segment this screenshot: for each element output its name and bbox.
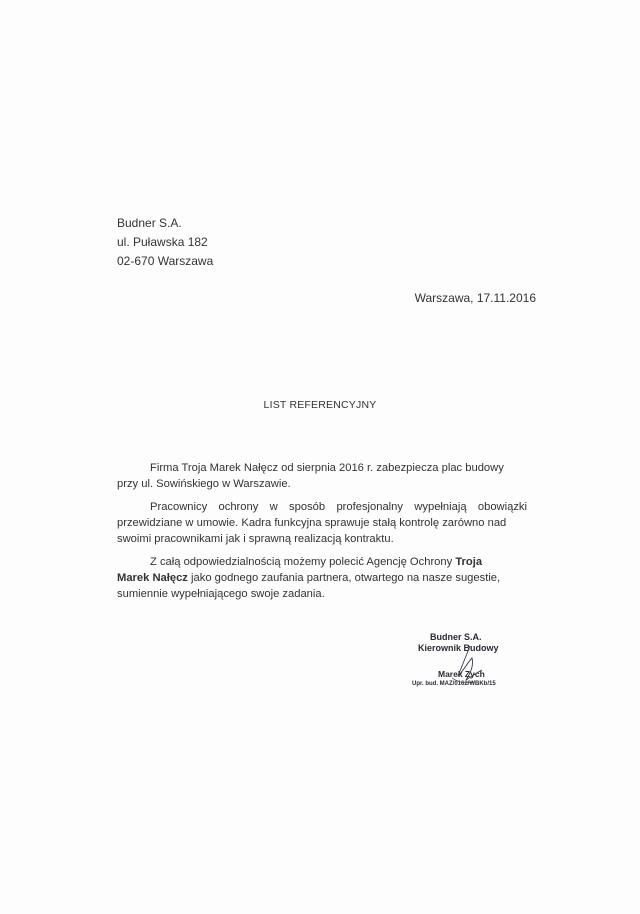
paragraph-3-line-1 (117, 554, 527, 570)
handwritten-signature-icon (408, 632, 518, 696)
stamp-license: Upr. bud. MAZ/0162/WBKb/15 (412, 681, 496, 687)
sender-street: ul. Puławska 182 (117, 235, 208, 249)
stamp-name: Marek Zych (438, 669, 485, 679)
agency-name-part-2: Marek Nałęcz (117, 572, 188, 584)
paragraph-2-line-3: swoimi pracownikami jak i sprawną realizacją kontraktu. (117, 533, 394, 545)
stamp-company: Budner S.A. (430, 632, 482, 642)
paragraph-3-line-2-text: jako godnego zaufania partnera, otwartego na nasze sugestie, (187, 572, 501, 584)
letter-title: LIST REFERENCYJNY (263, 399, 377, 411)
paragraph-3-line-2 (117, 570, 527, 586)
sender-city: 02-670 Warszawa (117, 254, 214, 268)
sender-company: Budner S.A. (117, 216, 182, 230)
paragraph-3 (117, 554, 527, 602)
signature-stamp (408, 632, 518, 696)
paragraph-2 (117, 499, 527, 547)
paragraph-2-line-2: przewidziane w umowie. Kadra funkcyjna sprawuje stałą kontrolę zarówno nad (117, 517, 507, 529)
paragraph-1-line-1: Firma Troja Marek Nałęcz od sierpnia 2016 r. zabezpiecza plac budowy (150, 462, 504, 474)
agency-name-part-1: Troja (455, 556, 483, 568)
sender-address (117, 214, 213, 271)
stamp-role: Kierownik Budowy (418, 643, 499, 653)
paragraph-1-line-2: przy ul. Sowińskiego w Warszawie. (117, 478, 291, 490)
paragraph-1 (117, 460, 527, 492)
paragraph-2-line-1: Pracownicy ochrony w sposób profesjonalny wypełniają obowiązki (150, 501, 527, 513)
letter-date: Warszawa, 17.11.2016 (414, 291, 536, 305)
paragraph-3-line-3: sumiennie wypełniającego swoje zadania. (117, 588, 325, 600)
paragraph-3-line-1-text: Z całą odpowiedzialnością możemy polecić Agencję Ochrony (150, 556, 456, 568)
letter-body (117, 460, 527, 609)
